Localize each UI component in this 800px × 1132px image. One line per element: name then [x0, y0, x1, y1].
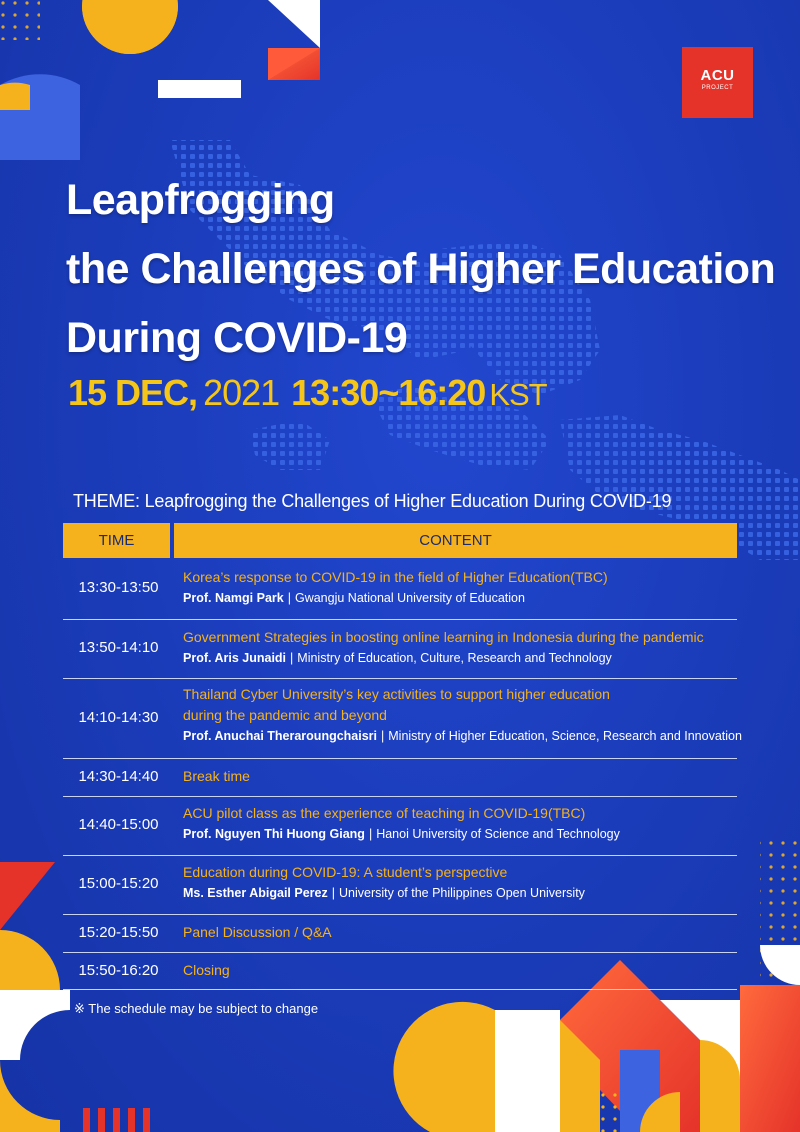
event-time: 13:30~16:20 — [291, 372, 486, 413]
row-content — [183, 960, 737, 981]
table-row — [63, 559, 737, 620]
row-time: 15:20-15:50 — [78, 924, 159, 941]
table-row — [63, 759, 737, 797]
row-speaker-line: Prof. Namgi Park | Gwangju National University of Education — [183, 591, 525, 605]
title-line-3: During COVID-19 — [66, 314, 408, 362]
row-time: 15:00-15:20 — [78, 875, 159, 892]
row-topic: ACU pilot class as the experience of teaching in COVID-19(TBC) — [183, 805, 586, 821]
row-speaker: Prof. Namgi Park — [183, 591, 284, 605]
row-time: 14:40-15:00 — [78, 816, 159, 833]
table-header-content: CONTENT — [174, 523, 737, 558]
logo-subtext: PROJECT — [701, 85, 734, 91]
event-year: 2021 — [203, 372, 280, 413]
table-row — [63, 856, 737, 915]
row-content — [183, 627, 737, 669]
schedule-note: ※ The schedule may be subject to change — [74, 1001, 319, 1016]
table-row — [63, 797, 737, 856]
row-speaker: Prof. Nguyen Thi Huong Giang — [183, 827, 365, 841]
row-affiliation: University of the Philippines Open University — [338, 886, 585, 900]
row-content — [183, 567, 737, 609]
row-content — [183, 803, 737, 845]
row-topic: Closing — [183, 962, 230, 978]
row-topic: Korea’s response to COVID-19 in the field of Higher Education(TBC) — [183, 569, 608, 585]
theme-text: THEME: Leapfrogging the Challenges of Higher Education During COVID-19 — [73, 491, 672, 511]
row-affiliation: Hanoi University of Science and Technology — [376, 827, 620, 841]
row-topic: Break time — [183, 768, 250, 784]
event-datetime — [68, 372, 547, 414]
row-time: 15:50-16:20 — [78, 962, 159, 979]
row-affiliation: Ministry of Higher Education, Science, Research and Innovation — [388, 729, 742, 743]
row-content — [183, 684, 742, 747]
row-content — [183, 766, 737, 787]
row-topic-continued: during the pandemic and beyond — [183, 707, 387, 723]
row-time: 13:30-13:50 — [78, 579, 159, 596]
row-topic: Panel Discussion / Q&A — [183, 924, 332, 940]
page-title — [66, 166, 775, 373]
row-speaker-line: Prof. Anuchai Theraroungchaisri | Ministry of Higher Education, Science, Research and Innovation — [183, 729, 742, 743]
row-content — [183, 862, 737, 904]
row-time: 14:10-14:30 — [78, 709, 159, 726]
event-date: 15 DEC, — [68, 372, 198, 413]
row-affiliation: Gwangju National University of Education — [294, 591, 525, 605]
row-time: 14:30-14:40 — [78, 768, 159, 785]
acu-project-logo — [682, 47, 753, 118]
row-speaker: Ms. Esther Abigail Perez — [183, 886, 328, 900]
row-speaker-line: Prof. Aris Junaidi | Ministry of Education, Culture, Research and Technology — [183, 651, 612, 665]
title-line-1: Leapfrogging — [66, 176, 335, 224]
row-speaker-line: Prof. Nguyen Thi Huong Giang | Hanoi University of Science and Technology — [183, 827, 620, 841]
row-time: 13:50-14:10 — [78, 639, 159, 656]
row-speaker: Prof. Aris Junaidi — [183, 651, 287, 665]
title-line-2: the Challenges of Higher Education — [66, 245, 776, 293]
row-topic: Education during COVID-19: A student’s perspective — [183, 864, 508, 880]
row-topic: Thailand Cyber University’s key activities to support higher education — [183, 686, 610, 702]
table-header-time: TIME — [63, 523, 170, 558]
event-timezone: KST — [489, 377, 547, 412]
logo-text: ACU — [700, 67, 735, 84]
row-content — [183, 922, 737, 943]
row-speaker-line: Ms. Esther Abigail Perez | University of the Philippines Open University — [183, 886, 585, 900]
table-row — [63, 679, 742, 759]
table-row — [63, 953, 737, 990]
row-speaker: Prof. Anuchai Theraroungchaisri — [183, 729, 378, 743]
table-row — [63, 915, 737, 953]
row-affiliation: Ministry of Education, Culture, Research and Technology — [297, 651, 612, 665]
table-row — [63, 620, 737, 679]
row-topic: Government Strategies in boosting online learning in Indonesia during the pandemic — [183, 629, 704, 645]
